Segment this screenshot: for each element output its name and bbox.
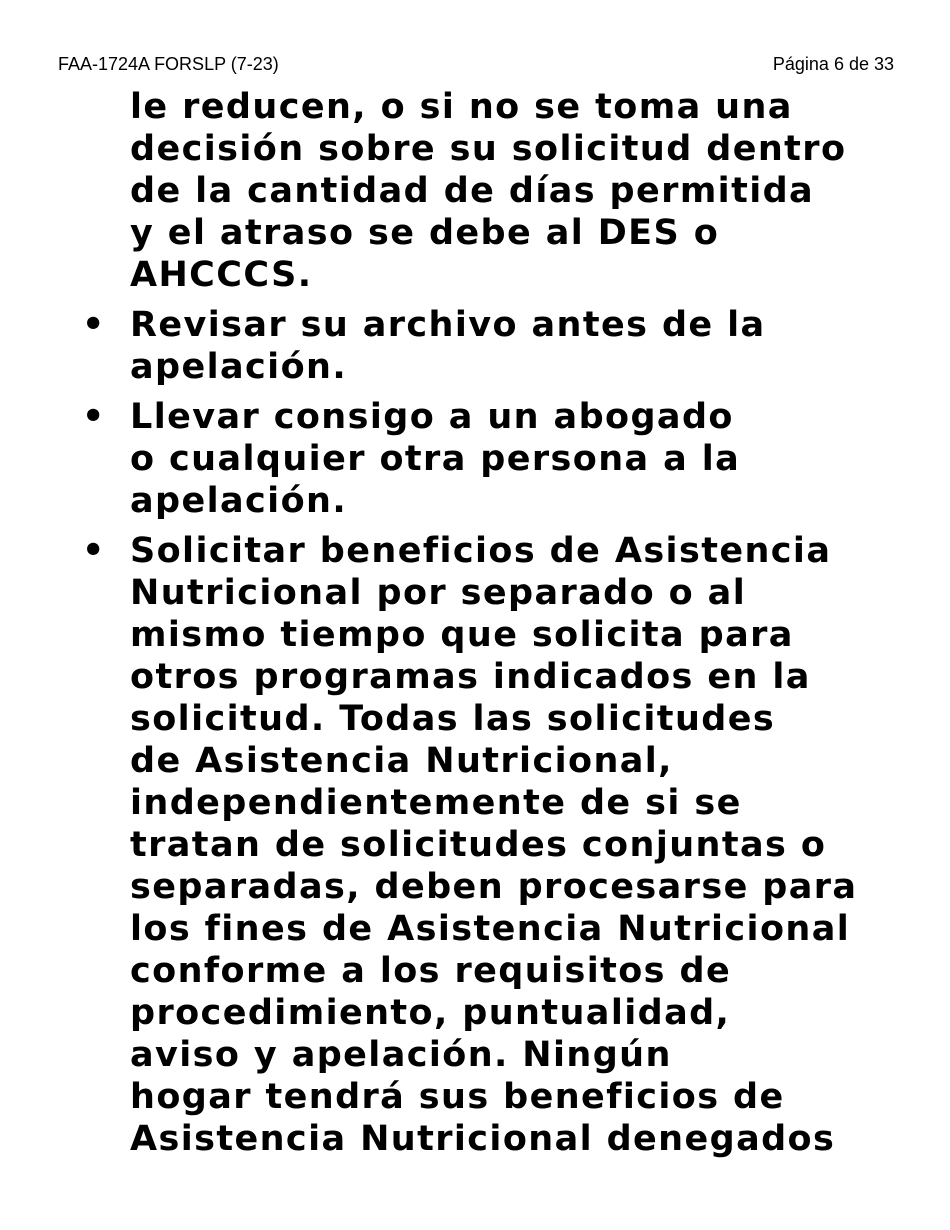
text-line: procedimiento, puntualidad, — [130, 993, 731, 1033]
text-line: otros programas indicados en la — [130, 657, 811, 697]
text-line: tratan de solicitudes conjuntas o — [130, 825, 827, 865]
text-line: de la cantidad de días permitida — [130, 171, 815, 211]
bullet-icon: • — [82, 397, 105, 437]
page-header — [58, 53, 894, 75]
text-line: separadas, deben procesarse para — [130, 867, 858, 907]
document-body — [82, 86, 920, 1160]
text-line: de Asistencia Nutricional, — [130, 741, 673, 781]
text-line: y el atraso se debe al DES o — [130, 213, 720, 253]
text-line: apelación. — [130, 347, 348, 387]
bullet-icon: • — [82, 531, 105, 571]
text-line: los fines de Asistencia Nutricional — [130, 909, 851, 949]
bullet-item-apply-nutrition — [82, 530, 920, 1160]
page-number: Página 6 de 33 — [772, 54, 894, 74]
text-line: apelación. — [130, 481, 348, 521]
continuation-text — [130, 86, 920, 296]
text-line: mismo tiempo que solicita para — [130, 615, 794, 655]
text-line: Revisar su archivo antes de la — [130, 305, 766, 345]
bullet-item-bring-lawyer — [82, 396, 920, 522]
text-line: le reducen, o si no se toma una — [130, 87, 793, 127]
text-line: hogar tendrá sus beneficios de — [130, 1077, 785, 1117]
text-line: solicitud. Todas las solicitudes — [130, 699, 776, 739]
text-line: aviso y apelación. Ningún — [130, 1035, 672, 1075]
text-line: Llevar consigo a un abogado — [130, 397, 734, 437]
text-line: independientemente de si se — [130, 783, 742, 823]
text-line: decisión sobre su solicitud dentro — [130, 129, 847, 169]
text-line: Solicitar beneficios de Asistencia — [130, 531, 832, 571]
text-line: o cualquier otra persona a la — [130, 439, 741, 479]
text-line: Nutricional por separado o al — [130, 573, 747, 613]
bullet-item-review-file — [82, 304, 920, 388]
bullet-icon: • — [82, 305, 105, 345]
text-line: AHCCCS. — [130, 255, 313, 295]
form-id: FAA-1724A FORSLP (7-23) — [58, 54, 279, 74]
text-line: Asistencia Nutricional denegados — [130, 1119, 836, 1159]
text-line: conforme a los requisitos de — [130, 951, 732, 991]
